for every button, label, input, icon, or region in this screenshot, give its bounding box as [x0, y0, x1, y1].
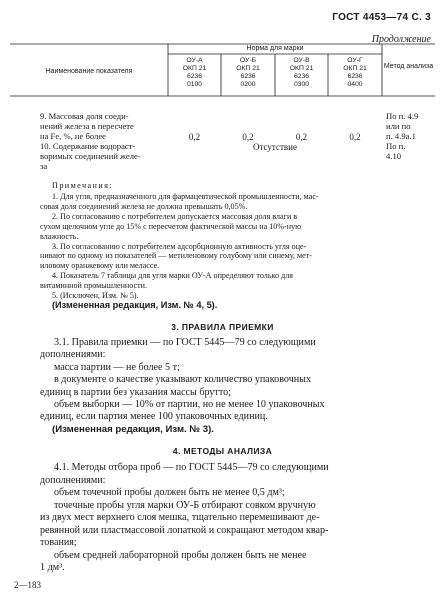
row-text: на Fe, %, не более: [40, 130, 106, 141]
mark-okp: 6236: [293, 73, 310, 80]
row9-value-v: 0,2: [295, 132, 308, 142]
row-text: 10. Содержание водораст-: [40, 141, 136, 151]
row10-method: [386, 142, 405, 162]
notes-amendment: (Измененная редакция, Изм. № 4, 5).: [52, 300, 218, 310]
mark-okp: 0200: [240, 81, 256, 88]
mark-header-b: [221, 57, 275, 89]
section4-body: [40, 462, 433, 575]
continuation-label: Продолжение: [371, 34, 431, 45]
mark-name: ОУ-А: [186, 57, 203, 64]
mark-okp: 6236: [240, 73, 256, 80]
note-line: 1. Для угля, предназначенного для фармацевтической промышленности, мас-: [52, 192, 319, 201]
s3-line: единиц в партии без указания массы брутто;: [40, 386, 231, 398]
note-line: 3. По согласованию с потребителем адсорбционную активность угля оце-: [52, 241, 307, 251]
s4-line: тования;: [40, 537, 77, 548]
col-name-header: Наименование показателя: [45, 68, 133, 75]
mark-name: ОУ-Б: [239, 57, 257, 64]
s4-line: 1 дм³.: [40, 562, 65, 573]
mark-name: ОУ-Г: [347, 57, 363, 64]
mark-okp: 0300: [293, 81, 310, 88]
notes-title: Примечания:: [52, 181, 113, 190]
row9-value-a: 0,2: [188, 132, 201, 142]
row-text: 9. Массовая доля соеди-: [40, 111, 129, 121]
s3-line: 3.1. Правила приемки — по ГОСТ 5445—79 со следующими: [54, 337, 316, 348]
mark-okp: 6236: [347, 73, 363, 80]
mark-okp: 6236: [186, 73, 203, 80]
method-text: По п.: [386, 141, 406, 151]
s4-line: объем точечной пробы должен быть не менее 0,5 дм³;: [54, 487, 285, 498]
method-text: По п. 4.9: [386, 111, 419, 121]
mark-header-v: [275, 57, 328, 89]
note-line: 2. По согласованию с потребителем допускается массовая доля влаги в: [52, 211, 298, 221]
method-header: [382, 63, 435, 71]
mark-okp: ОКП 21: [289, 65, 314, 72]
mark-header-g: [328, 57, 382, 89]
mark-okp: 0100: [186, 81, 203, 88]
method-header-label: Метод анализа: [383, 63, 434, 70]
s4-line: ревянной или пластмассовой лопаткой и сокращают методом квар-: [40, 524, 329, 536]
row9-method: [386, 112, 418, 141]
note-line: совая доля соединений железа не должна превышать 0,05%.: [40, 201, 248, 211]
norm-header: Норма для марки: [246, 45, 304, 52]
method-text: или по: [386, 120, 411, 131]
mark-okp: ОКП 21: [236, 65, 260, 72]
s4-line: точечные пробы угля марки ОУ-Б отбирают совком вручную: [54, 499, 316, 511]
s3-line: масса партии — не более 5 т;: [54, 361, 180, 373]
row9-value-g: 0,2: [349, 132, 361, 142]
s3-line: объем выборки — 10% от партии, но не менее 10 упаковочных: [54, 399, 325, 411]
mark-okp: ОКП 21: [343, 65, 367, 72]
row10-value: Отсутствие: [253, 142, 297, 152]
notes-block: [40, 192, 433, 301]
row9-name: [40, 112, 134, 141]
note-line: витаминной промышленности.: [40, 281, 147, 291]
section3-amendment: (Измененная редакция, Изм. № 3).: [52, 424, 214, 435]
s4-line: дополнениями:: [40, 474, 106, 486]
note-line: влажность.: [40, 231, 79, 241]
note-line: иловому оранжевому или мелассе.: [40, 261, 160, 271]
mark-header-a: [168, 57, 221, 89]
s3-line: дополнениями:: [40, 349, 106, 361]
page-number: 2—183: [14, 580, 41, 590]
mark-name: ОУ-В: [293, 57, 310, 64]
note-line: нивают по одному из показателей — метиленовому голубому или синему, мет-: [40, 251, 312, 261]
section4-title: 4. МЕТОДЫ АНАЛИЗА: [172, 446, 273, 456]
method-text: п. 4.9а.1: [386, 130, 416, 141]
row-text: нений железа в пересчете: [40, 120, 134, 131]
s4-line: 4.1. Методы отбора проб — по ГОСТ 5445—79 со следующими: [54, 462, 329, 473]
method-text: 4.10: [386, 150, 402, 161]
mark-okp: ОКП 21: [182, 65, 207, 72]
s4-line: из двух мест верхнего слоя мешка, тщательно перемешивают де-: [40, 512, 320, 523]
s4-line: объем средней лабораторной пробы должен быть не менее: [54, 549, 307, 561]
note-line: 5. (Исключен, Изм. № 5).: [52, 291, 139, 301]
row10-name: [40, 142, 141, 171]
section3-body: [40, 337, 433, 424]
mark-okp: 0400: [347, 81, 363, 88]
row-text: за: [40, 160, 48, 171]
row9-value-b: 0,2: [242, 132, 254, 142]
row-text: воримых соединений желе-: [40, 150, 141, 161]
note-line: 4. Показатель 7 таблицы для угля марки ОУ-А определяют только для: [52, 271, 294, 281]
s3-line: единиц, если партия менее 100 упаковочных единиц.: [40, 411, 268, 423]
note-line: сухом щелочном угле до 15% с пересчетом фактической массы на 10%-ную: [40, 221, 302, 231]
s3-line: в документе о качестве указывают количество упаковочных: [54, 374, 312, 386]
section3-title: 3. ПРАВИЛА ПРИЕМКИ: [171, 322, 274, 332]
gost-header: ГОСТ 4453—74 С. 3: [332, 12, 431, 23]
